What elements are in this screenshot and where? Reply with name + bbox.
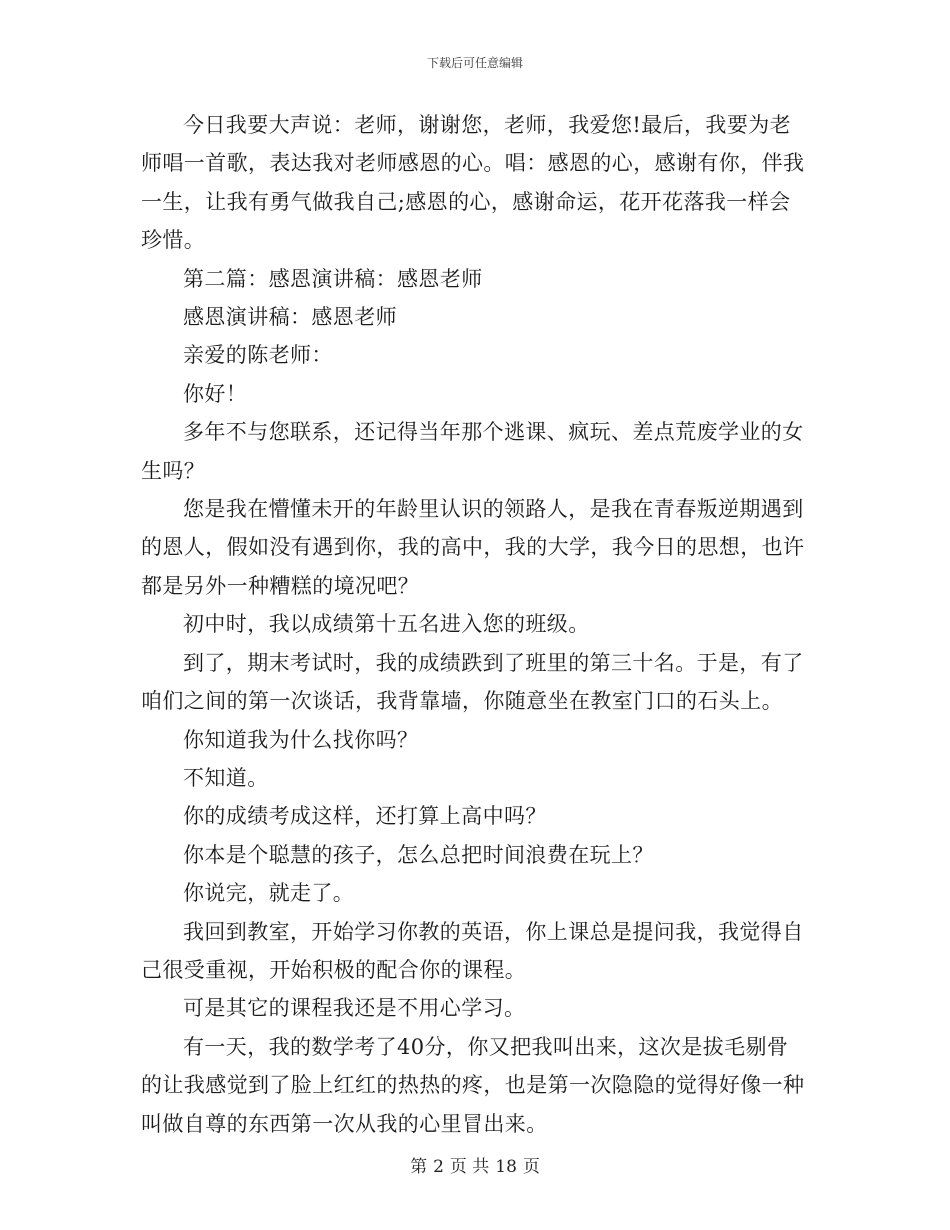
footer-prefix: 第 [410, 1157, 428, 1177]
footer-middle: 页 共 [449, 1157, 490, 1177]
paragraph: 你本是个聪慧的孩子，怎么总把时间浪费在玩上？ [183, 842, 654, 867]
page-header: 下载后可任意编辑 [426, 56, 523, 70]
salutation: 亲爱的陈老师： [183, 343, 333, 368]
footer-suffix: 页 [522, 1157, 540, 1177]
paragraph: 今日我要大声说：老师，谢谢您，老师，我爱您!最后，我要为老师唱一首歌，表达我对老师感恩的心。唱：感恩的心，感谢有你，伴我一生，让我有勇气做我自己;感恩的心，感谢命运，花开花落我一样会珍惜。 [141, 113, 805, 253]
paragraph: 你的成绩考成这样，还打算上高中吗？ [183, 804, 547, 829]
section-title: 第二篇：感恩演讲稿：感恩老师 [183, 266, 483, 291]
paragraph: 你说完，就走了。 [183, 881, 355, 906]
paragraph: 到了，期末考试时，我的成绩跌到了班里的第三十名。于是，有了咱们之间的第一次谈话，我背靠墙，你随意坐在教室门口的石头上。 [141, 650, 804, 714]
page-number: 2 [433, 1157, 444, 1177]
greeting: 你好！ [183, 381, 248, 406]
paragraph: 多年不与您联系，还记得当年那个逃课、疯玩、差点荒废学业的女生吗？ [141, 420, 804, 483]
paragraph: 不知道。 [183, 765, 269, 790]
paragraph: 你知道我为什么找你吗？ [183, 727, 419, 752]
total-pages: 18 [495, 1157, 517, 1177]
paragraph: 您是我在懵懂未开的年龄里认识的领路人，是我在青春叛逆期遇到的恩人，假如没有遇到你，我的高中，我的大学，我今日的思想，也许都是另外一种糟糕的境况吧？ [141, 497, 805, 598]
paragraph: 初中时，我以成绩第十五名进入您的班级。 [183, 612, 590, 637]
document-body [141, 106, 806, 1143]
page-footer [0, 1152, 950, 1177]
paragraph: 有一天，我的数学考了40分，你又把我叫出来，这次是拔毛剔骨的让我感觉到了脸上红红的热热的疼，也是第一次隐隐的觉得好像一种叫做自尊的东西第一次从我的心里冒出来。 [141, 1034, 805, 1136]
speech-title: 感恩演讲稿：感恩老师 [183, 305, 397, 330]
paragraph: 我回到教室，开始学习你教的英语，你上课总是提问我，我觉得自己很受重视，开始积极的配合你的课程。 [141, 919, 804, 982]
paragraph: 可是其它的课程我还是不用心学习。 [183, 996, 526, 1021]
